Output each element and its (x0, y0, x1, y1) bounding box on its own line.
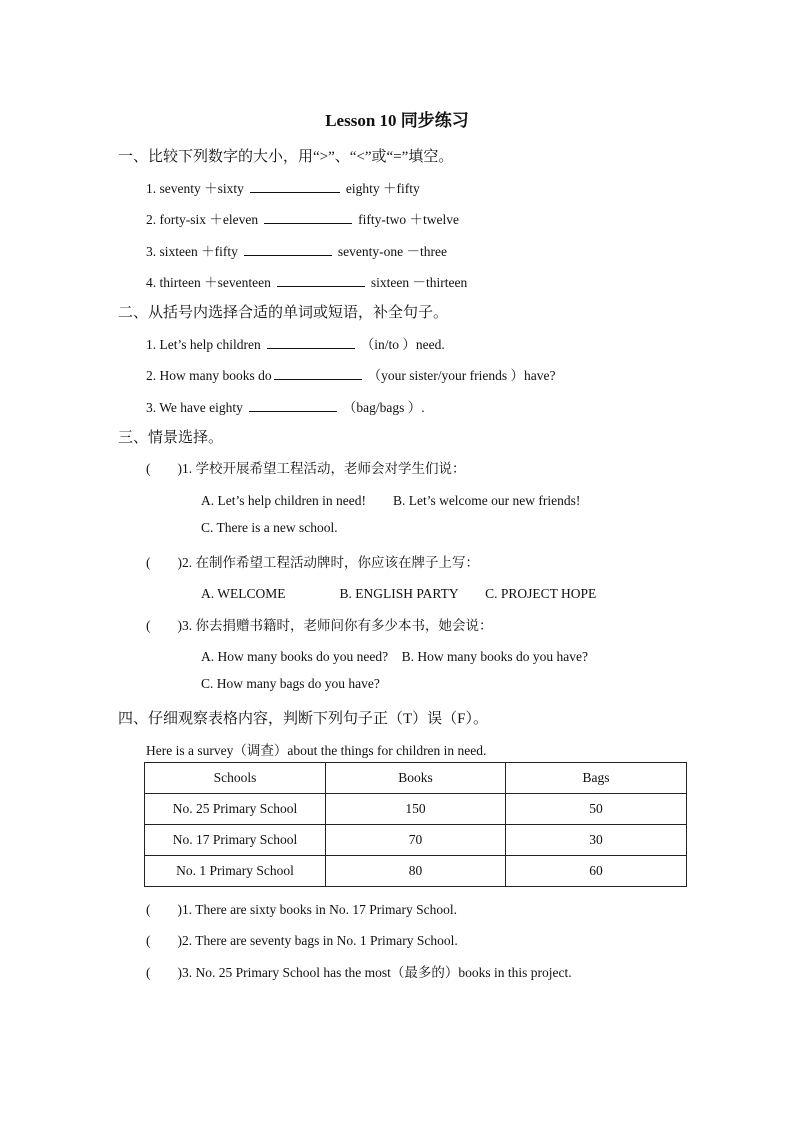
tf-statement-3: ( )3. No. 25 Primary School has the most（最多的）books in this project. (146, 961, 572, 981)
answer-paren[interactable]: ( ) (146, 618, 182, 633)
table-row (145, 856, 687, 887)
table-cell: 70 (326, 825, 506, 856)
table-cell: No. 1 Primary School (145, 856, 326, 887)
page-title: Lesson 10 同步练习 (325, 111, 469, 130)
answer-blank[interactable] (244, 241, 332, 256)
answer-paren[interactable]: ( ) (146, 933, 182, 948)
table-cell: No. 25 Primary School (145, 794, 326, 825)
compare-item-4: 4. thirteen ＋seventeen sixteen －thirteen (146, 271, 467, 291)
tf-statement-1: ( )1. There are sixty books in No. 17 Primary School. (146, 898, 457, 918)
choice-options-3b: C. How many bags do you have? (201, 676, 380, 691)
fill-item-1: 1. Let’s help children （in/to ）need. (146, 333, 445, 353)
answer-paren[interactable]: ( ) (146, 965, 182, 980)
section3-heading: 三、情景选择。 (118, 430, 224, 446)
answer-paren[interactable]: ( ) (146, 461, 182, 476)
answer-blank[interactable] (267, 334, 355, 349)
answer-blank[interactable] (277, 272, 365, 287)
table-header-cell: Books (326, 763, 506, 794)
answer-blank[interactable] (250, 178, 340, 193)
section2-heading: 二、从括号内选择合适的单词或短语，补全句子。 (118, 305, 449, 321)
compare-item-3: 3. sixteen ＋fifty seventy-one －three (146, 240, 447, 260)
answer-paren[interactable]: ( ) (146, 555, 182, 570)
choice-question-3: ( )3. 你去捐赠书籍时，老师问你有多少本书，她会说： (146, 614, 493, 634)
fill-item-3: 3. We have eighty （bag/bags ）. (146, 396, 425, 416)
tf-statement-2: ( )2. There are seventy bags in No. 1 Primary School. (146, 929, 458, 949)
choice-options-2a: A. WELCOME B. ENGLISH PARTY C. PROJECT HOPE (201, 586, 597, 601)
table-row (145, 825, 687, 856)
table-header-cell: Schools (145, 763, 326, 794)
survey-table (144, 762, 687, 887)
table-cell: 30 (506, 825, 687, 856)
answer-blank[interactable] (264, 209, 352, 224)
compare-item-2: 2. forty-six ＋eleven fifty-two ＋twelve (146, 208, 459, 228)
choice-options-1b: C. There is a new school. (201, 520, 338, 535)
choice-question-2: ( )2. 在制作希望工程活动牌时，你应该在牌子上写： (146, 551, 479, 571)
fill-item-2: 2. How many books do （your sister/your friends ）have? (146, 364, 555, 384)
section4-heading: 四、仔细观察表格内容，判断下列句子正（T）误（F）。 (118, 711, 489, 727)
table-cell: 50 (506, 794, 687, 825)
table-header-row (145, 763, 687, 794)
table-cell: 60 (506, 856, 687, 887)
survey-intro: Here is a survey（调查）about the things for children in need. (146, 743, 487, 758)
choice-question-1: ( )1. 学校开展希望工程活动，老师会对学生们说： (146, 457, 466, 477)
table-header-cell: Bags (506, 763, 687, 794)
answer-blank[interactable] (249, 397, 337, 412)
choice-options-3a: A. How many books do you need? B. How many books do you have? (201, 649, 588, 664)
table-cell: 80 (326, 856, 506, 887)
answer-paren[interactable]: ( ) (146, 902, 182, 917)
table-row (145, 794, 687, 825)
compare-item-1: 1. seventy ＋sixty eighty ＋fifty (146, 177, 420, 197)
section1-heading: 一、比较下列数字的大小，用“>”、“<”或“=”填空。 (118, 149, 454, 165)
answer-blank[interactable] (274, 365, 362, 380)
table-cell: 150 (326, 794, 506, 825)
table-cell: No. 17 Primary School (145, 825, 326, 856)
choice-options-1a: A. Let’s help children in need! B. Let’s welcome our new friends! (201, 493, 581, 508)
